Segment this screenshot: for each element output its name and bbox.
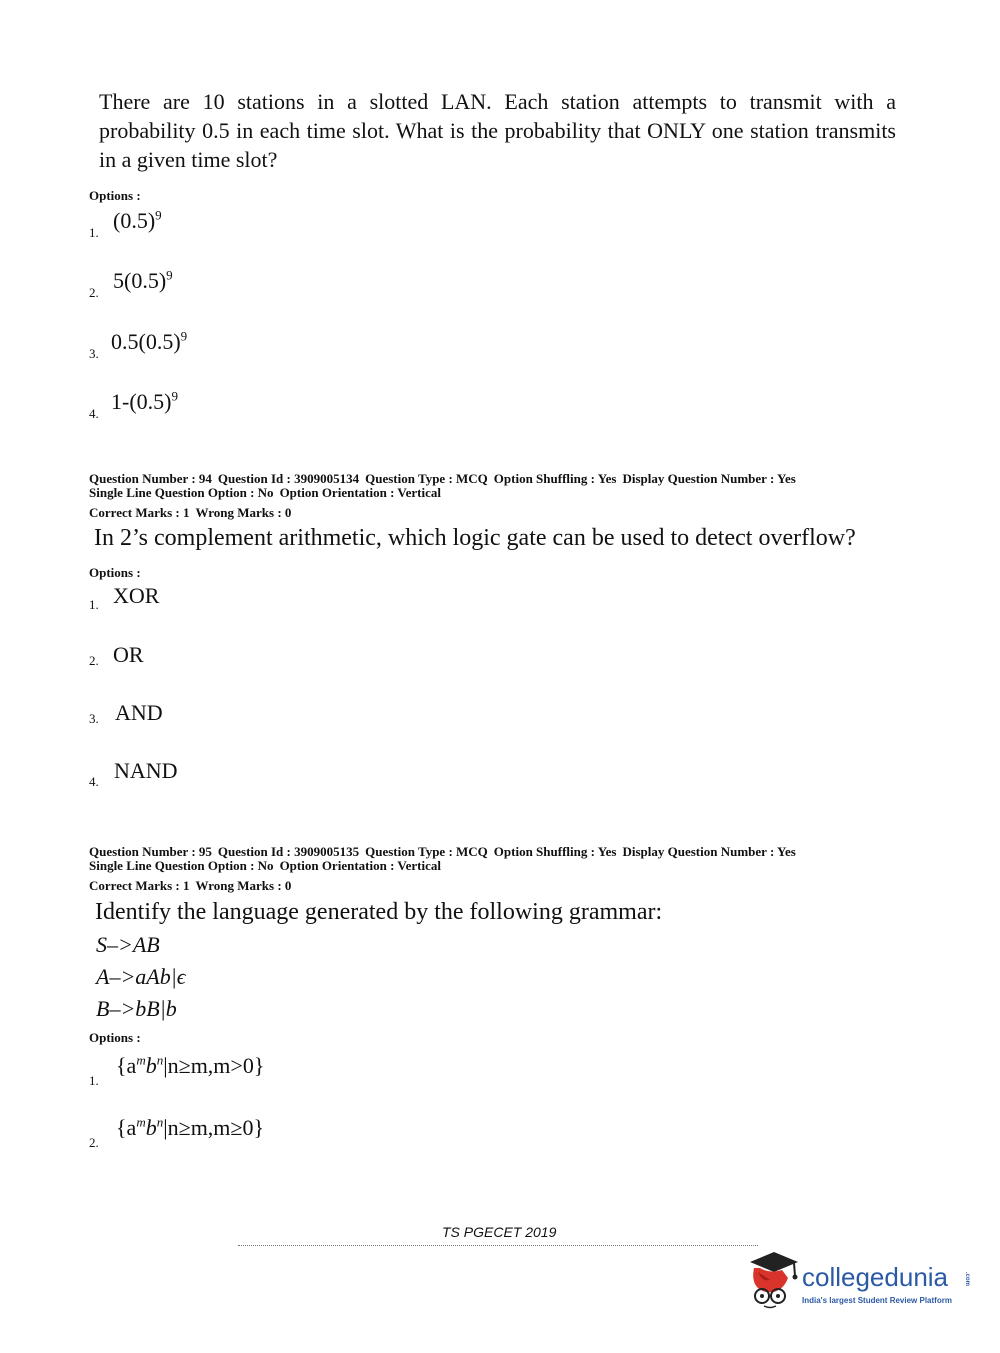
option-number: 2. — [89, 1135, 99, 1150]
logo-wordmark: collegedunia — [802, 1262, 949, 1292]
option-number: 4. — [89, 406, 99, 421]
option-text: NAND — [114, 758, 178, 783]
question-95-text: Identify the language generated by the following grammar: — [95, 899, 663, 925]
question-94-meta-line1: Question Number : 94 Question Id : 3909005134 Question Type : MCQ Option Shuffling : Yes Display Question Number : Yes — [89, 471, 796, 486]
logo-tagline: India's largest Student Review Platform — [802, 1296, 952, 1305]
question-94-marks: Correct Marks : 1 Wrong Marks : 0 — [89, 505, 292, 520]
option-text: $\{a^mb^n|n\ge m,m\ge 0\}$ — [116, 1114, 265, 1140]
question-95-marks: Correct Marks : 1 Wrong Marks : 0 — [89, 878, 292, 893]
question-94-text: In 2’s complement arithmetic, which logic gate can be used to detect overflow? — [94, 525, 856, 551]
option-text: $\{a^mb^n|n\ge m,m>0\}$ — [116, 1052, 265, 1078]
question-95-meta-line1: Question Number : 95 Question Id : 3909005135 Question Type : MCQ Option Shuffling : Yes Display Question Number : Yes — [89, 844, 796, 859]
question-95-meta-line2: Single Line Question Option : No Option Orientation : Vertical — [89, 858, 441, 873]
question-94-meta-line2: Single Line Question Option : No Option Orientation : Vertical — [89, 485, 441, 500]
option-number: 1. — [89, 225, 99, 240]
grammar-rule: A–>aAb|ϵ — [96, 964, 186, 989]
grammar-rule: S–>AB — [96, 932, 160, 957]
option-number: 4. — [89, 774, 99, 789]
footer-divider — [238, 1245, 758, 1246]
options-label: Options : — [89, 1030, 141, 1045]
options-label: Options : — [89, 565, 141, 580]
option-text: $5(0.5)^9$ — [113, 267, 173, 293]
option-number: 3. — [89, 346, 99, 361]
option-text: XOR — [113, 583, 160, 608]
option-text: $0.5(0.5)^9$ — [111, 328, 188, 354]
option-number: 1. — [89, 597, 99, 612]
grammar-rules — [96, 929, 186, 1025]
option-number: 3. — [89, 711, 99, 726]
option-number: 1. — [89, 1073, 99, 1088]
mascot-icon — [742, 1248, 802, 1310]
option-text: $1-(0.5)^9$ — [111, 388, 178, 414]
option-number: 2. — [89, 653, 99, 668]
question-93-text: There are 10 stations in a slotted LAN. Each station attempts to transmit with a probability 0.5 in each time slot. What is the probability that ONLY one station transmits in a given time slot? — [99, 89, 896, 172]
collegedunia-logo[interactable] — [740, 1248, 970, 1316]
option-number: 2. — [89, 285, 99, 300]
option-text: AND — [115, 700, 163, 725]
option-text: $(0.5)^9$ — [113, 207, 162, 233]
options-label: Options : — [89, 188, 141, 203]
grammar-rule: B–>bB|b — [96, 996, 177, 1021]
exam-footer: TS PGECET 2019 — [442, 1224, 557, 1240]
logo-com: .com — [964, 1272, 970, 1287]
option-text: OR — [113, 642, 144, 667]
